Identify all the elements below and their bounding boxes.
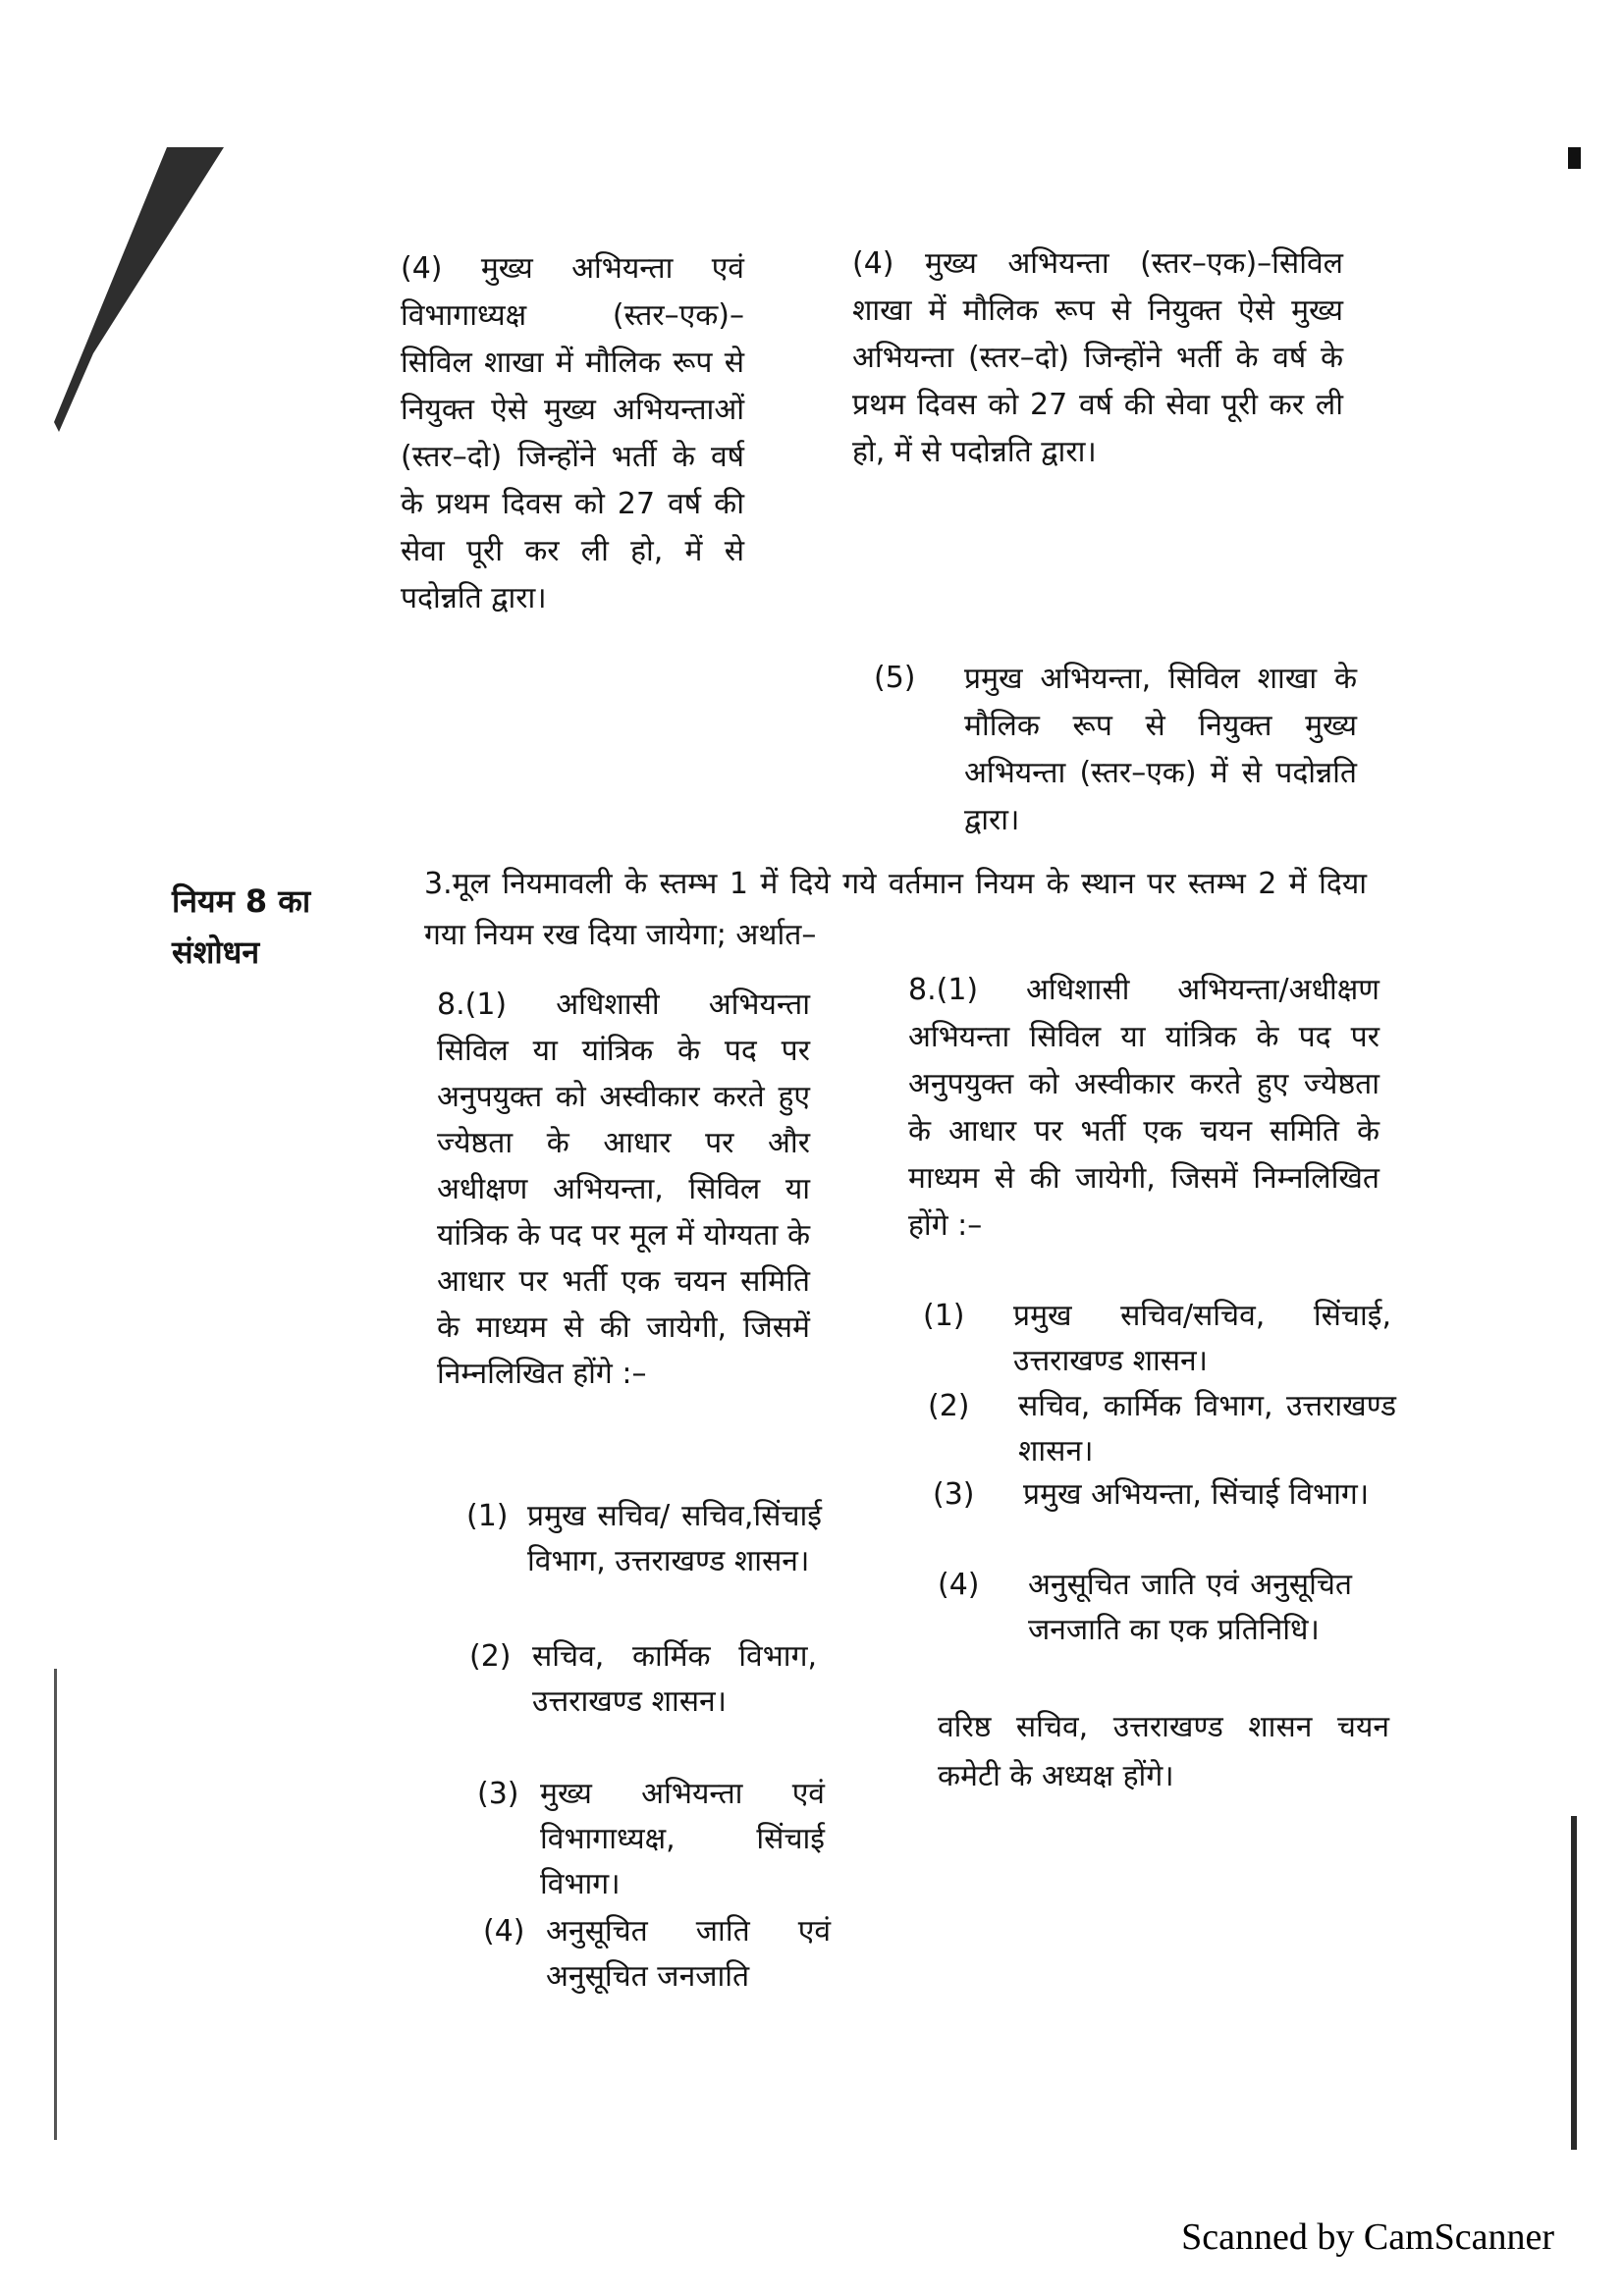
rule8-right-item-1 xyxy=(923,1294,1394,1392)
clause-5-right xyxy=(874,656,1365,852)
rule8-right-item-2 xyxy=(928,1384,1399,1482)
item-text: मुख्य अभियन्ता एवं विभागाध्यक्ष, सिंचाई विभाग। xyxy=(540,1777,825,1901)
item-number: (1) xyxy=(923,1299,965,1333)
rule8-left-intro: 8.(1) अधिशासी अभियन्ता सिविल या यांत्रिक के पद पर अनुपयुक्त को अस्वीकार करते हुए ज्येष्ठता के आधार पर और अधीक्षण अभियन्ता, सिविल या यांत्रिक के पद पर मूल में योग्यता के आधार पर भर्ती एक चयन समिति के माध्यम से की जायेगी, जिसमें निम्नलिखित होंगे :– xyxy=(437,988,810,1391)
side-note-line-1: नियम 8 का xyxy=(172,882,311,920)
item-text: सचिव, कार्मिक विभाग, उत्तराखण्ड शासन। xyxy=(532,1639,817,1719)
side-note xyxy=(172,876,310,978)
rule8-left-item-3 xyxy=(477,1772,840,1909)
rule8-right-item-4 xyxy=(938,1563,1409,1700)
item-text: प्रमुख अभियन्ता, सिंचाई विभाग। xyxy=(1023,1477,1370,1512)
item-number: (4) xyxy=(483,1914,525,1949)
item-number: (3) xyxy=(477,1777,519,1811)
rule8-right-item-3 xyxy=(933,1472,1404,1571)
item-number: (4) xyxy=(938,1568,980,1602)
clause-5-text: प्रमुख अभियन्ता, सिविल शाखा के मौलिक रूप से नियुक्त मुख्य अभियन्ता (स्तर–एक) में से पदोन्नति द्वारा। xyxy=(964,662,1357,837)
item-text: अनुसूचित जाति एवं अनुसूचित जनजाति xyxy=(546,1914,831,1994)
rule8-left-item-1 xyxy=(466,1494,830,1631)
rule8-left-item-4 xyxy=(483,1909,846,2007)
clause-5-number: (5) xyxy=(874,661,916,695)
item-number: (2) xyxy=(928,1389,970,1423)
item-number: (3) xyxy=(933,1477,975,1512)
item-text: प्रमुख सचिव/ सचिव,सिंचाई विभाग, उत्तराखण्ड शासन। xyxy=(527,1499,822,1578)
rule8-left-item-2 xyxy=(469,1634,833,1772)
item-text: अनुसूचित जाति एवं अनुसूचित जनजाति का एक प्रतिनिधि। xyxy=(1028,1568,1352,1647)
item-number: (2) xyxy=(469,1639,512,1674)
rule8-right-closing: वरिष्ठ सचिव, उत्तराखण्ड शासन चयन कमेटी के अध्यक्ष होंगे। xyxy=(938,1710,1389,1793)
item-text: प्रमुख सचिव/सचिव, सिंचाई, उत्तराखण्ड शासन। xyxy=(1013,1299,1391,1378)
item-text: सचिव, कार्मिक विभाग, उत्तराखण्ड शासन। xyxy=(1018,1389,1396,1468)
scanner-watermark: Scanned by CamScanner xyxy=(1181,2216,1554,2258)
side-note-line-2: संशोधन xyxy=(172,934,260,971)
clause-4-left: (4) मुख्य अभियन्ता एवं विभागाध्यक्ष (स्तर–एक)– सिविल शाखा में मौलिक रूप से नियुक्त ऐसे मुख्य अभियन्ताओं (स्तर–दो) जिन्होंने भर्ती के वर्ष के प्रथम दिवस को 27 वर्ष की सेवा पूरी कर ली हो, में से पदोन्नति द्वारा। xyxy=(401,251,744,615)
item-number: (1) xyxy=(466,1499,509,1533)
clause-4-right: (4) मुख्य अभियन्ता (स्तर–एक)–सिविल शाखा में मौलिक रूप से नियुक्त ऐसे मुख्य अभियन्ता (स्तर–दो) जिन्होंने भर्ती के वर्ष के प्रथम दिवस को 27 वर्ष की सेवा पूरी कर ली हो, में से पदोन्नति द्वारा। xyxy=(852,246,1343,469)
rule8-right-intro: 8.(1) अधिशासी अभियन्ता/अधीक्षण अभियन्ता सिविल या यांत्रिक के पद पर अनुपयुक्त को अस्वीकार करते हुए ज्येष्ठता के आधार पर भर्ती एक चयन समिति के माध्यम से की जायेगी, जिसमें निम्नलिखित होंगे :– xyxy=(908,973,1380,1243)
amendment-intro: 3.मूल नियमावली के स्तम्भ 1 में दिये गये वर्तमान नियम के स्थान पर स्तम्भ 2 में दिया गया नियम रख दिया जायेगा; अर्थात– xyxy=(424,867,1367,952)
